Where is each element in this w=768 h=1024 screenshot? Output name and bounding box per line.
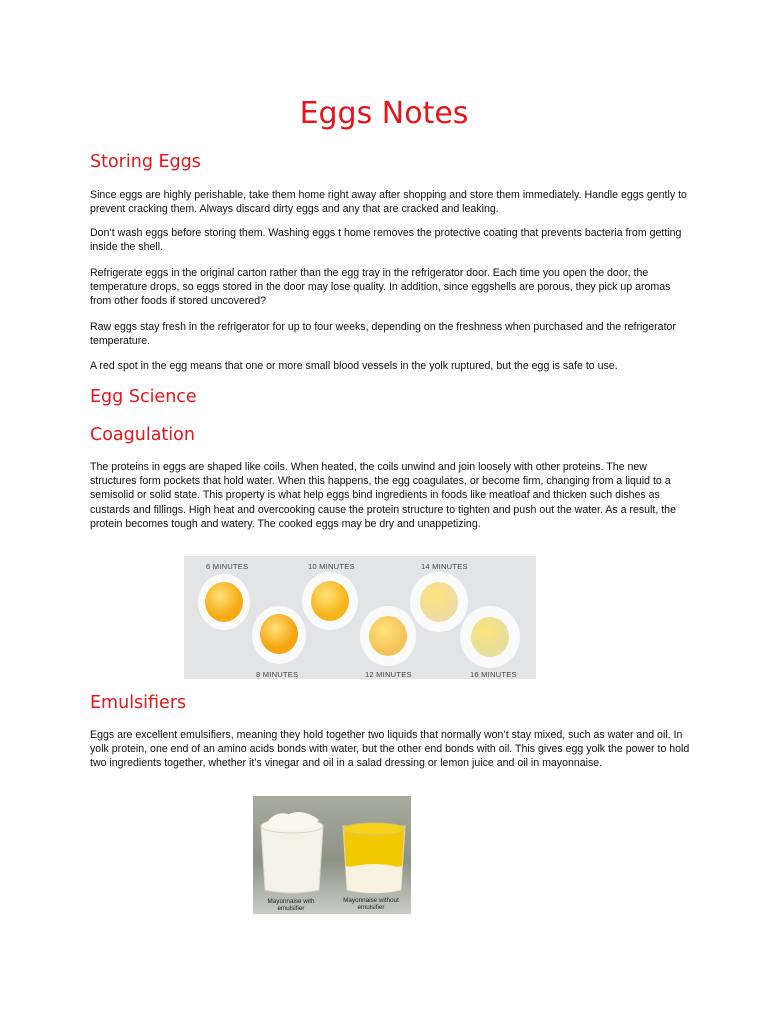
egg-yolk xyxy=(260,614,298,654)
egg-cooking-times-image xyxy=(184,556,536,679)
heading-emulsifiers: Emulsifiers xyxy=(90,693,187,713)
paragraph: Don’t wash eggs before storing them. Washing eggs t home removes the protective coating that prevents bacteria from getting inside the shell. xyxy=(90,227,682,254)
egg-half xyxy=(302,572,358,630)
heading-coagulation: Coagulation xyxy=(90,425,195,445)
egg-yolk xyxy=(311,581,349,621)
mayonnaise-comparison-image xyxy=(253,796,411,914)
egg-label: 14 MINUTES xyxy=(421,562,468,571)
egg-half xyxy=(360,606,416,666)
egg-label: 10 MINUTES xyxy=(308,562,355,571)
egg-label: 16 MINUTES xyxy=(470,670,517,679)
egg-half xyxy=(198,574,250,630)
paragraph: Eggs are excellent emulsifiers, meaning they hold together two liquids that normally won’t stay mixed, such as water and oil. In yolk protein, one end of an amino acids bonds with water, but the other end bonds with oil. This gives egg yolk the power to hold two ingredients together, whether it’s vinegar and oil in a salad dressing or lemon juice and oil in mayonnaise. xyxy=(90,729,690,770)
egg-label: 6 MINUTES xyxy=(206,562,249,571)
paragraph: Since eggs are highly perishable, take them home right away after shopping and store them immediately. Handle eggs gently to prevent cracking them. Always discard dirty eggs and any that are cracked and leaking. xyxy=(90,189,687,216)
heading-storing-eggs: Storing Eggs xyxy=(90,152,201,172)
right-cup-caption: Mayonnaise without emulsifier xyxy=(343,897,399,911)
egg-yolk xyxy=(420,582,458,622)
egg-label: 12 MINUTES xyxy=(365,670,412,679)
page-title: Eggs Notes xyxy=(299,96,469,131)
paragraph: A red spot in the egg means that one or more small blood vessels in the yolk ruptured, but the egg is safe to use. xyxy=(90,360,618,372)
paragraph: Refrigerate eggs in the original carton rather than the egg tray in the refrigerator door. Each time you open the door, the temperature drops, so eggs stored in the door may lose quality. In addition, since eggshells are porous, they pick up aromas from other foods if stored uncovered? xyxy=(90,267,671,308)
egg-half xyxy=(460,606,520,668)
egg-label: 8 MINUTES xyxy=(256,670,299,679)
egg-half xyxy=(410,572,468,632)
egg-half xyxy=(252,606,306,664)
egg-yolk xyxy=(471,617,509,657)
paragraph: Raw eggs stay fresh in the refrigerator for up to four weeks, depending on the freshness when purchased and the refrigerator temperature. xyxy=(90,321,676,348)
left-cup-caption: Mayonnaise with emulsifier xyxy=(267,898,315,912)
heading-egg-science: Egg Science xyxy=(90,387,197,407)
egg-yolk xyxy=(369,616,407,656)
egg-yolk xyxy=(205,582,243,622)
paragraph: The proteins in eggs are shaped like coils. When heated, the coils unwind and join loosely with other proteins. The new structures form pockets that hold water. When this happens, the egg coagulates, or become firm, changing from a liquid to a semisolid or solid state. This property is what help eggs bind ingredients in foods like meatloaf and thicken such dishes as custards and fillings. High heat and overcooking cause the protein structure to tighten and push out the water. As a result, the protein becomes tough and watery. The cooked eggs may be dry and unappetizing. xyxy=(90,461,676,530)
